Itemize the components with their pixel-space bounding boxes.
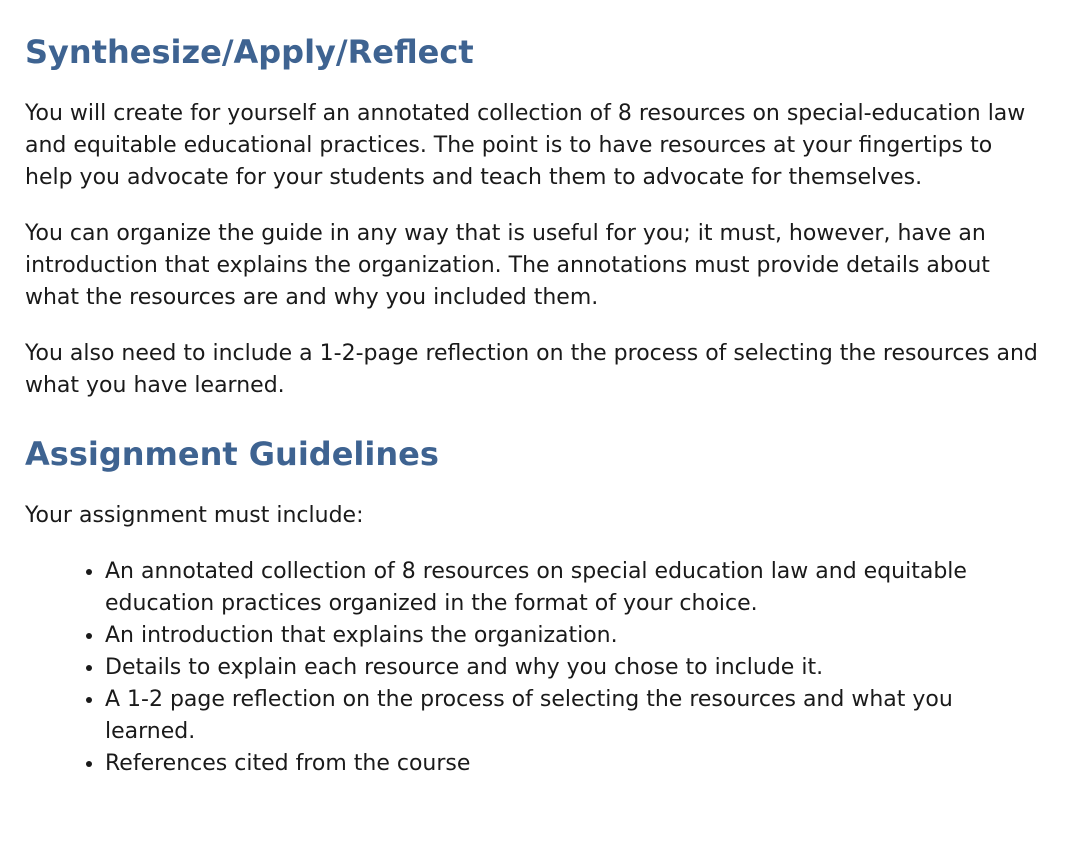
intro-paragraph: You will create for yourself an annotated collection of 8 resources on special-education law and equitable educational practices. The point is to have resources at your fingertips to help you advocate for your students and teach them to advocate for themselves. bbox=[25, 101, 1026, 190]
list-item: • References cited from the course bbox=[105, 748, 1042, 780]
guidelines-lead: Your assignment must include: bbox=[25, 503, 364, 528]
guidelines-heading: Assignment Guidelines bbox=[25, 435, 439, 473]
list-item: • A 1-2 page reflection on the process of selecting the resources and what you learned. bbox=[105, 684, 1042, 748]
list-item: • Details to explain each resource and why you chose to include it. bbox=[105, 652, 1042, 684]
organization-paragraph: You can organize the guide in any way that is useful for you; it must, however, have an introduction that explains the organization. The annotations must provide details about what the resources are and why you included them. bbox=[25, 221, 990, 310]
synthesize-heading: Synthesize/Apply/Reflect bbox=[25, 33, 474, 71]
list-item: • An annotated collection of 8 resources on special education law and equitable education practices organized in the format of your choice. bbox=[105, 556, 1042, 620]
guidelines-list bbox=[25, 556, 1042, 780]
reflection-paragraph: You also need to include a 1-2-page reflection on the process of selecting the resources and what you have learned. bbox=[25, 341, 1038, 398]
list-item: • An introduction that explains the organization. bbox=[105, 620, 1042, 652]
